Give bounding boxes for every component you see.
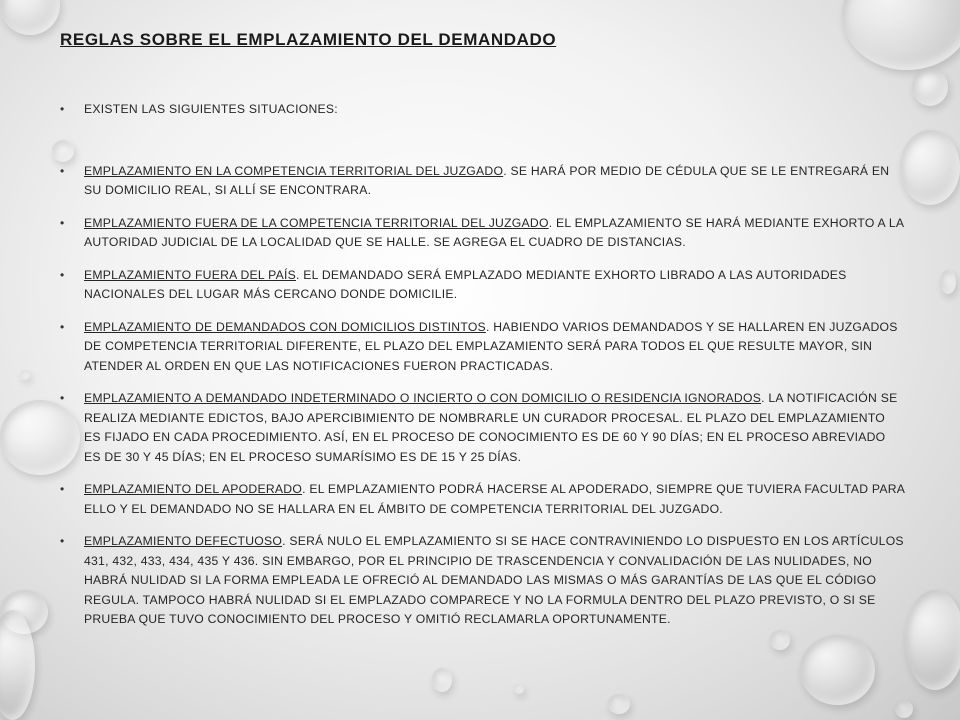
list-item [60, 389, 905, 467]
water-drop-decoration [912, 68, 948, 106]
list-item [60, 214, 905, 253]
item-heading: EMPLAZAMIENTO EN LA COMPETENCIA TERRITORIAL DEL JUZGADO [84, 163, 504, 178]
water-drop-decoration [432, 668, 452, 692]
list-item [60, 532, 905, 630]
intro-bullet: • EXISTEN LAS SIGUIENTES SITUACIONES: [60, 100, 905, 120]
slide-title: REGLAS SOBRE EL EMPLAZAMIENTO DEL DEMANDADO [60, 30, 557, 49]
item-heading: EMPLAZAMIENTO FUERA DEL PAÍS [84, 267, 296, 282]
water-drop-decoration [20, 370, 30, 380]
item-text: . EL EMPLAZAMIENTO SE HARÁ MEDIANTE EXHORTO A LA AUTORIDAD JUDICIAL DE LA LOCALIDAD QUE SE HALLE. SE AGREGA EL CUADRO DE DISTANCIAS. [84, 215, 904, 249]
item-heading: EMPLAZAMIENTO DE DEMANDADOS CON DOMICILIOS DISTINTOS [84, 319, 486, 334]
item-text: . LA NOTIFICACIÓN SE REALIZA MEDIANTE EDICTOS, BAJO APERCIBIMIENTO DE NOMBRARLE UN CURADOR PROCESAL. EL PLAZO DEL EMPLAZAMIENTO ES FIJADO EN CADA PROCEDIMIENTO. ASÍ, EN EL PROCESO DE CONOCIMIENTO ES DE 60 Y 90 DÍAS; EN EL PROCESO ABREVIADO ES DE 30 Y 45 DÍAS; EN EL PROCESO SUMARÍSIMO ES DE 15 Y 25 DÍAS. [84, 391, 898, 464]
list-item [60, 162, 905, 201]
list-item [60, 266, 905, 305]
water-drop-decoration [905, 590, 960, 690]
list-item [60, 480, 905, 519]
water-drop-decoration [0, 0, 60, 35]
water-drop-decoration [514, 684, 524, 694]
item-text: . SERÁ NULO EL EMPLAZAMIENTO SI SE HACE CONTRAVINIENDO LO DISPUESTO EN LOS ARTÍCULOS 431, 432, 433, 434, 435 Y 436. SIN EMBARGO, POR EL PRINCIPIO DE TRASCENDENCIA Y CONVALIDACIÓN DE LAS NULIDADES, NO HABRÁ NULIDAD SI LA FORMA EMPLEADA LE OFRECIÓ AL DEMANDADO LAS MISMAS O MÁS GARANTÍAS DE LAS QUE EL CÓDIGO REGULA. TAMPOCO HABRÁ NULIDAD SI EL EMPLAZADO COMPARECE Y NO LA FORMULA DENTRO DEL PLAZO PREVISTO, O SI SE PRUEBA QUE TUVO CONOCIMIENTO DEL PROCESO Y OMITIÓ RECLAMARLA OPORTUNAMENTE. [84, 534, 904, 626]
list-item [60, 318, 905, 377]
water-drop-decoration [895, 700, 913, 718]
water-drop-decoration [900, 130, 960, 205]
item-heading: EMPLAZAMIENTO FUERA DE LA COMPETENCIA TERRITORIAL DEL JUZGADO [84, 215, 549, 230]
slide-content [60, 30, 905, 643]
water-drop-decoration [940, 270, 956, 294]
item-heading: EMPLAZAMIENTO A DEMANDADO INDETERMINADO O INCIERTO O CON DOMICILIO O RESIDENCIA IGNORADOS [84, 391, 762, 405]
item-heading: EMPLAZAMIENTO DEL APODERADO [84, 482, 303, 496]
bullet-list [60, 100, 905, 630]
item-heading: EMPLAZAMIENTO DEFECTUOSO [84, 534, 283, 548]
item-text: . EL EMPLAZAMIENTO PODRÁ HACERSE AL APODERADO, SIEMPRE QUE TUVIERA FACULTAD PARA ELLO Y EL DEMANDADO NO SE HALLARA EN EL ÁMBITO DE COMPETENCIA TERRITORIAL DEL JUZGADO. [84, 482, 905, 516]
item-text: . EL DEMANDADO SERÁ EMPLAZADO MEDIANTE EXHORTO LIBRADO A LAS AUTORIDADES NACIONALES DEL LUGAR MÁS CERCANO DONDE DOMICILIE. [84, 267, 847, 301]
item-text: . SE HARÁ POR MEDIO DE CÉDULA QUE SE LE ENTREGARÁ EN SU DOMICILIO REAL, SI ALLÍ SE ENCONTRARA. [84, 163, 890, 197]
water-drop-decoration [608, 694, 630, 714]
item-text: . HABIENDO VARIOS DEMANDADOS Y SE HALLAREN EN JUZGADOS DE COMPETENCIA TERRITORIAL DIFERENTE, EL PLAZO DEL EMPLAZAMIENTO SERÁ PARA TODOS EL QUE RESULTE MAYOR, SIN ATENDER AL ORDEN EN QUE LAS NOTIFICACIONES FUERON PRACTICADAS. [84, 319, 898, 373]
water-drop-decoration [800, 635, 875, 705]
